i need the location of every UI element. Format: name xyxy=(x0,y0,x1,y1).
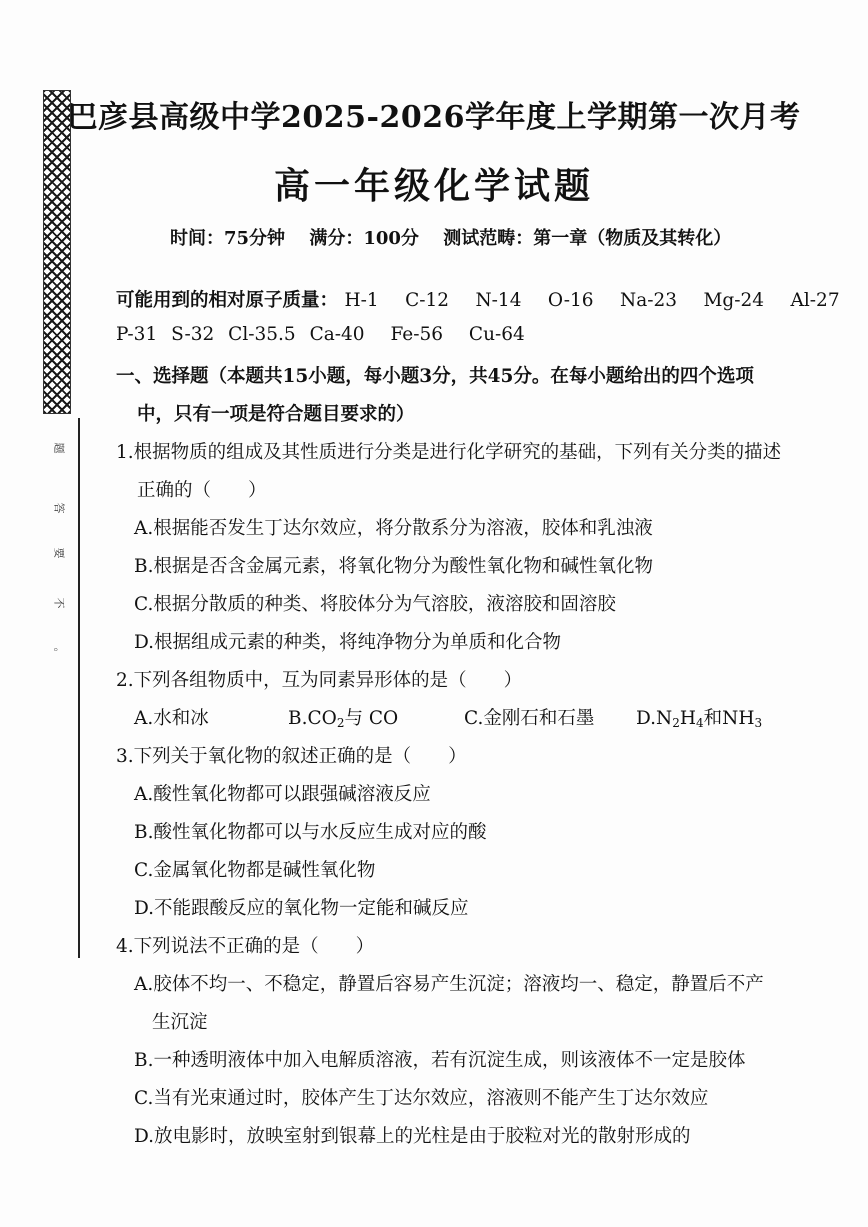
question-3-option-d: D.不能跟酸反应的氧化物一定能和碱反应 xyxy=(134,898,469,919)
atomic-mass-item: C-12 xyxy=(405,290,450,311)
question-2-option-b xyxy=(288,704,398,730)
exam-scope: 测试范畴：第一章（物质及其转化） xyxy=(443,228,732,249)
margin-char: 答 xyxy=(52,502,66,514)
binding-border-pattern xyxy=(43,90,71,414)
question-2-option-d xyxy=(636,704,762,730)
atomic-mass-row-2 xyxy=(116,324,545,345)
question-2-option-c: C.金刚石和石墨 xyxy=(464,708,595,729)
exam-full-score: 满分：100分 xyxy=(309,228,419,249)
question-3-stem: 3.下列关于氧化物的叙述正确的是（ ） xyxy=(116,746,467,767)
atomic-mass-row-1 xyxy=(116,286,840,312)
question-1-option-a: A.根据能否发生丁达尔效应，将分散系分为溶液，胶体和乳浊液 xyxy=(134,518,653,539)
question-1-option-d: D.根据组成元素的种类，将纯净物分为单质和化合物 xyxy=(134,632,562,653)
margin-char: 不 xyxy=(52,597,66,609)
atomic-mass-item: Cu-64 xyxy=(468,324,525,345)
school-title: 巴彦县高级中学2025-2026学年度上学期第一次月考 xyxy=(67,100,801,135)
formula-subscript: 2 xyxy=(672,716,680,730)
question-2-option-a: A.水和冰 xyxy=(134,708,209,729)
question-4-option-a-cont: 生沉淀 xyxy=(152,1012,208,1033)
atomic-mass-item: Na-23 xyxy=(620,290,678,311)
question-4-option-a: A.胶体不均一、不稳定，静置后容易产生沉淀；溶液均一、稳定，静置后不产 xyxy=(134,974,764,995)
atomic-mass-item: S-32 xyxy=(171,324,215,345)
section-heading-cont: 中，只有一项是符合题目要求的） xyxy=(137,404,415,425)
formula-text: 与 CO xyxy=(344,708,399,729)
question-4-stem: 4.下列说法不正确的是（ ） xyxy=(116,936,375,957)
margin-char: 题 xyxy=(52,442,66,454)
formula-subscript: 3 xyxy=(754,716,763,730)
question-3-option-b: B.酸性氧化物都可以与水反应生成对应的酸 xyxy=(134,822,487,843)
binding-line xyxy=(78,418,80,958)
atomic-mass-item: Ca-40 xyxy=(309,324,365,345)
question-1-stem: 1.根据物质的组成及其性质进行分类是进行化学研究的基础，下列有关分类的描述 xyxy=(116,442,782,463)
formula-subscript: 2 xyxy=(336,716,345,730)
atomic-mass-item: O-16 xyxy=(547,290,594,311)
question-4-option-d: D.放电影时，放映室射到银幕上的光柱是由于胶粒对光的散射形成的 xyxy=(134,1126,691,1147)
atomic-mass-item: N-14 xyxy=(475,290,522,311)
question-1-option-c: C.根据分散质的种类、将胶体分为气溶胶，液溶胶和固溶胶 xyxy=(134,594,616,615)
question-2-stem: 2.下列各组物质中，互为同素异形体的是（ ） xyxy=(116,670,523,691)
atomic-mass-item: Cl-35.5 xyxy=(228,324,296,345)
formula-text: B.CO xyxy=(288,708,337,729)
formula-subscript: 4 xyxy=(696,716,704,730)
margin-char: 要 xyxy=(52,547,66,559)
exam-title: 高一年级化学试题 xyxy=(273,165,594,207)
exam-time: 时间：75分钟 xyxy=(170,228,286,249)
atomic-mass-item: P-31 xyxy=(116,324,158,345)
atomic-mass-item: H-1 xyxy=(344,290,379,311)
question-1-option-b: B.根据是否含金属元素，将氧化物分为酸性氧化物和碱性氧化物 xyxy=(134,556,653,577)
atomic-mass-item: Al-27 xyxy=(790,290,840,311)
section-heading: 一、选择题（本题共15小题，每小题3分，共45分。在每小题给出的四个选项 xyxy=(116,366,754,387)
formula-text: D.N xyxy=(636,708,673,729)
question-4-option-c: C.当有光束通过时，胶体产生丁达尔效应，溶液则不能产生丁达尔效应 xyxy=(134,1088,709,1109)
question-3-option-a: A.酸性氧化物都可以跟强碱溶液反应 xyxy=(134,784,431,805)
question-3-option-c: C.金属氧化物都是碱性氧化物 xyxy=(134,860,376,881)
atomic-mass-label: 可能用到的相对原子质量： xyxy=(116,290,339,311)
exam-info xyxy=(170,224,749,250)
question-4-option-b: B.一种透明液体中加入电解质溶液，若有沉淀生成，则该液体不一定是胶体 xyxy=(134,1050,746,1071)
atomic-mass-item: Fe-56 xyxy=(390,324,444,345)
formula-text: H xyxy=(679,708,697,729)
margin-char: 。 xyxy=(52,647,66,659)
formula-text: 和NH xyxy=(703,708,755,729)
question-1-stem-cont: 正确的（ ） xyxy=(137,480,267,501)
atomic-mass-item: Mg-24 xyxy=(703,290,765,311)
